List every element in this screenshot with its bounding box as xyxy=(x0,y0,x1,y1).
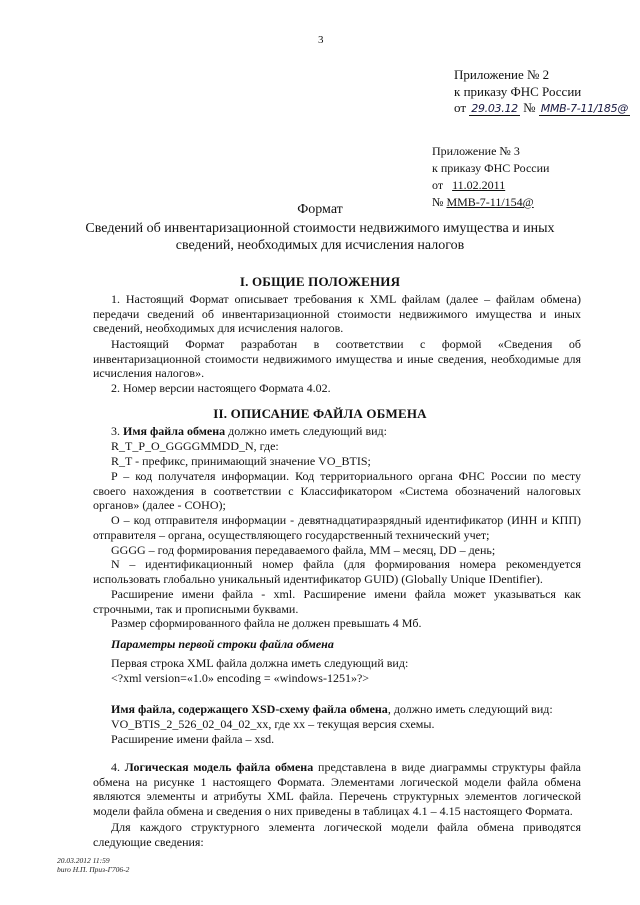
file-size-description: Размер сформированного файла не должен превышать 4 Мб. xyxy=(111,616,422,630)
logical-model-rest: представлена в виде диаграммы структуры файла обмена на рисунке 1 настоящего Формата. Элементами логической модели файла обмена являются элементы и атрибуты XML файла. Перечень структурных элементов логической модели файла обмена и сведения о них приведены в таблицах 4.1 – 4.15 настоящего Формата. xyxy=(93,760,582,818)
xsd-file-name-pattern: VO_BTIS_2_526_02_04_02_xx, где хх – текущая версия схемы. xyxy=(111,717,435,731)
appendix3-number: ММВ-7-11/154@ xyxy=(446,195,534,209)
appendix3-date-line xyxy=(432,177,531,194)
sender-code-description: O – код отправителя информации - девятнадцатиразрядный идентификатор (ИНН и КПП) отправителя – органа, осуществляющего государственный технический учет; xyxy=(93,513,581,542)
appendix2-number: ММВ-7-11/185@ xyxy=(540,102,629,115)
xml-declaration: <?xml version=«1.0» encoding = «windows-1251»?> xyxy=(111,671,370,685)
appendix2-from-label: от xyxy=(454,100,467,115)
file-id-description: N – идентификационный номер файла (для формирования номера рекомендуется использовать глобально уникальный идентификатор GUID) (Globally Unique IDentifier). xyxy=(93,557,581,586)
section2-heading: II. ОПИСАНИЕ ФАЙЛА ОБМЕНА xyxy=(213,406,427,421)
appendix2-date: 29.03.12 xyxy=(471,102,518,115)
xsd-file-name-term: Имя файла, содержащего XSD-схему файла обмена xyxy=(111,702,388,716)
page-number: 3 xyxy=(318,34,324,46)
paragraph-number: 3. xyxy=(111,424,120,438)
structural-element-info-paragraph: Для каждого структурного элемента логической модели файла обмена приводятся следующие сведения: xyxy=(93,820,581,849)
exchange-file-name-term: Имя файла обмена xyxy=(123,424,226,438)
appendix2-order: к приказу ФНС России xyxy=(454,84,582,99)
document-subtitle-line1: Сведений об инвентаризационной стоимости недвижимого имущества и иных xyxy=(85,221,555,236)
document-subtitle-line2: сведений, необходимых для исчисления налогов xyxy=(175,238,465,253)
date-format-description: GGGG – год формирования передаваемого файла, MM – месяц, DD – день; xyxy=(111,543,496,557)
appendix3-number-label: № xyxy=(432,195,444,209)
paragraph-number: 4. xyxy=(111,760,120,774)
section1-paragraph-1: 1. Настоящий Формат описывает требования к XML файлам (далее – файлам обмена) передачи сведений об инвентаризационной стоимости недвижимого имущества и иных сведений, необходимых для исчисления налогов. xyxy=(93,292,581,336)
file-name-pattern: R_T_P_O_GGGGMMDD_N, где: xyxy=(111,439,279,453)
footer-file-ref: buro Н.П. Приз-Г706-2 xyxy=(57,865,130,874)
xsd-file-name-rest: , должно иметь следующий вид: xyxy=(387,702,553,716)
first-line-parameters-heading: Параметры первой строки файла обмена xyxy=(111,637,334,651)
section1-heading: I. ОБЩИЕ ПОЛОЖЕНИЯ xyxy=(239,274,401,289)
document-title: Формат xyxy=(297,202,343,217)
appendix2-number-label: № xyxy=(523,100,536,115)
appendix2-date-line xyxy=(454,99,630,117)
appendix3-order: к приказу ФНС России xyxy=(432,161,550,175)
prefix-description: R_T - префикс, принимающий значение VO_BTIS; xyxy=(111,454,371,468)
appendix3-title: Приложение № 3 xyxy=(432,144,520,158)
first-line-description: Первая строка XML файла должна иметь следующий вид: xyxy=(111,656,409,670)
file-extension-description: Расширение имени файла - xml. Расширение имени файла может указываться как строчными, так и прописными буквами. xyxy=(93,587,581,616)
exchange-file-name-rest: должно иметь следующий вид: xyxy=(225,424,387,438)
appendix3-date: 11.02.2011 xyxy=(452,178,506,192)
logical-model-paragraph xyxy=(93,760,581,818)
section1-paragraph-2: Настоящий Формат разработан в соответствии с формой «Сведения об инвентаризационной стоимости недвижимого имущества и иные сведения, необходимые для исчисления налогов». xyxy=(93,337,581,381)
xsd-file-name-paragraph xyxy=(93,702,581,717)
section1-paragraph-3: 2. Номер версии настоящего Формата 4.02. xyxy=(111,381,331,395)
xsd-extension-description: Расширение имени файла – xsd. xyxy=(111,732,275,746)
appendix3-from-label: от xyxy=(432,178,444,192)
receiver-code-description: P – код получателя информации. Код территориального органа ФНС России по месту своего нахождения в соответствии с Классификатором «Система обозначений налоговых органов» (далее - СОНО); xyxy=(93,469,581,513)
exchange-file-name-paragraph xyxy=(93,424,581,439)
logical-model-term: Логическая модель файла обмена xyxy=(124,760,314,774)
footer-timestamp: 20.03.2012 11:59 xyxy=(57,856,110,865)
appendix2-title: Приложение № 2 xyxy=(454,67,550,82)
